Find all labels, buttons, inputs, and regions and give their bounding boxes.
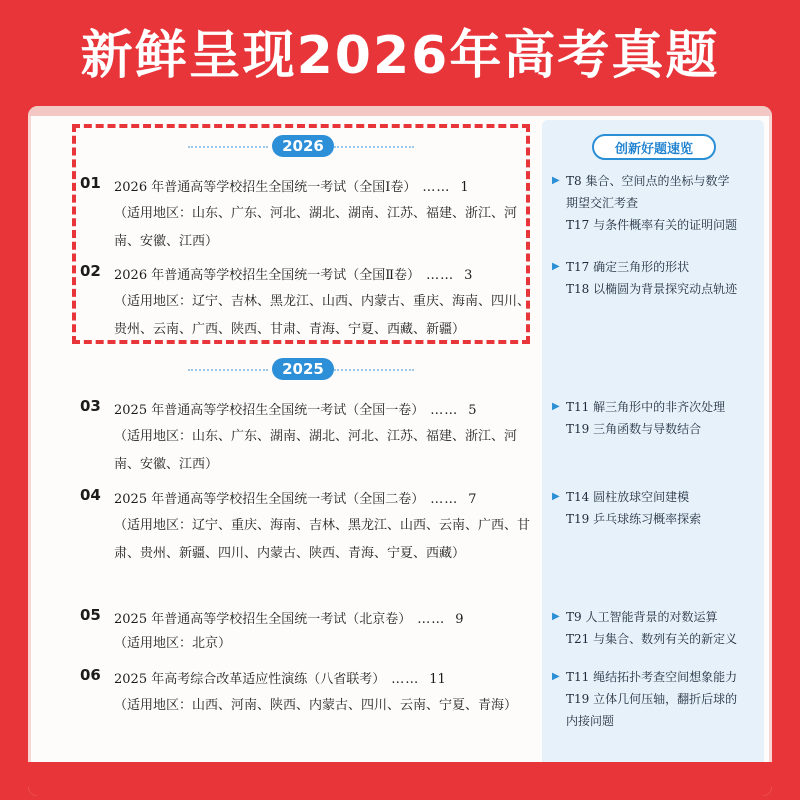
triangle-bullet-icon: ▶	[552, 671, 560, 682]
entry-number: 05	[80, 606, 101, 624]
note-line: 内接问题	[566, 714, 615, 728]
year-divider	[334, 369, 414, 371]
leader-dots: ……	[391, 672, 420, 687]
note-line: T19 立体几何压轴，翻折后球的	[566, 692, 738, 706]
contents-card	[28, 106, 772, 796]
leader-dots: ……	[430, 403, 459, 418]
sidebar-note	[552, 256, 762, 300]
entry-title-text: 2026 年普通高等学校招生全国统一考试（全国Ⅰ卷）	[114, 180, 417, 195]
page-number: 1	[460, 180, 469, 195]
note-line: T17 确定三角形的形状	[566, 260, 690, 274]
entry-number: 03	[80, 397, 101, 415]
leader-dots: ……	[417, 612, 446, 627]
page-number: 11	[429, 672, 446, 687]
sidebar-note	[552, 666, 762, 732]
triangle-bullet-icon: ▶	[552, 611, 560, 622]
entry-number: 04	[80, 486, 101, 504]
entry-title-text: 2026 年普通高等学校招生全国统一考试（全国Ⅱ卷）	[114, 268, 421, 283]
note-line: T9 人工智能背景的对数运算	[566, 610, 718, 624]
entry-title[interactable]	[114, 176, 469, 195]
bottom-red-edge	[28, 762, 772, 796]
entry-title[interactable]	[114, 668, 446, 687]
year-divider	[188, 369, 268, 371]
sidebar-note	[552, 396, 762, 440]
entry-number: 01	[80, 174, 101, 192]
entry-region: （适用地区：山东、广东、河北、湖北、湖南、江苏、福建、浙江、河南、安徽、江西）	[114, 206, 518, 249]
note-line: T18 以椭圆为背景探究动点轨迹	[566, 282, 738, 296]
sidebar-note	[552, 606, 762, 650]
entry-title[interactable]	[114, 264, 472, 283]
entry-title-text: 2025 年普通高等学校招生全国统一考试（全国一卷）	[114, 403, 425, 418]
entry-title-text: 2025 年普通高等学校招生全国统一考试（北京卷）	[114, 612, 412, 627]
note-line: T21 与集合、数列有关的新定义	[566, 632, 738, 646]
entry-region: （适用地区：辽宁、重庆、海南、吉林、黑龙江、山西、云南、广西、甘肃、贵州、新疆、四川、内蒙古、陕西、青海、宁夏、西藏）	[114, 518, 531, 561]
note-line: T11 解三角形中的非齐次处理	[566, 400, 726, 414]
sidebar-header: 创新好题速览	[592, 134, 716, 160]
entry-region: （适用地区：山东、广东、湖南、湖北、河北、江苏、福建、浙江、河南、安徽、江西）	[114, 429, 518, 472]
triangle-bullet-icon: ▶	[552, 401, 560, 412]
note-line: T11 绳结拓扑考查空间想象能力	[566, 670, 738, 684]
triangle-bullet-icon: ▶	[552, 491, 560, 502]
page-number: 5	[468, 403, 477, 418]
leader-dots: ……	[422, 180, 451, 195]
year-divider	[188, 146, 268, 148]
note-line: T17 与条件概率有关的证明问题	[566, 218, 738, 232]
page-number: 7	[468, 492, 477, 507]
entry-region: （适用地区：山西、河南、陕西、内蒙古、四川、云南、宁夏、青海）	[114, 698, 518, 713]
banner-title: 新鲜呈现2026年高考真题	[80, 25, 720, 86]
sidebar-note	[552, 170, 762, 236]
year-divider	[334, 146, 414, 148]
leader-dots: ……	[426, 268, 455, 283]
entry-title[interactable]	[114, 488, 477, 507]
entry-number: 02	[80, 262, 101, 280]
entry-region: （适用地区：辽宁、吉林、黑龙江、山西、内蒙古、重庆、海南、四川、贵州、云南、广西、陕西、甘肃、青海、宁夏、西藏、新疆）	[114, 294, 531, 337]
note-line: T19 三角函数与导数结合	[566, 422, 702, 436]
sidebar-note	[552, 486, 762, 530]
sidebar-panel	[542, 120, 764, 796]
entry-number: 06	[80, 666, 101, 684]
triangle-bullet-icon: ▶	[552, 175, 560, 186]
entry-region: （适用地区：北京）	[114, 636, 232, 651]
note-line: T19 乒乓球练习概率探索	[566, 512, 702, 526]
entry-title-text: 2025 年普通高等学校招生全国统一考试（全国二卷）	[114, 492, 425, 507]
year-2025-label: 2025	[272, 358, 334, 380]
entry-title-text: 2025 年高考综合改革适应性演练（八省联考）	[114, 672, 386, 687]
page-number: 3	[464, 268, 473, 283]
note-line: T14 圆柱放球空间建模	[566, 490, 690, 504]
triangle-bullet-icon: ▶	[552, 261, 560, 272]
entry-title[interactable]	[114, 399, 477, 418]
note-line: 期望交汇考查	[566, 196, 639, 210]
leader-dots: ……	[430, 492, 459, 507]
year-2026-label: 2026	[272, 135, 334, 157]
entry-title[interactable]	[114, 608, 464, 627]
page-number: 9	[455, 612, 464, 627]
note-line: T8 集合、空间点的坐标与数学	[566, 174, 730, 188]
